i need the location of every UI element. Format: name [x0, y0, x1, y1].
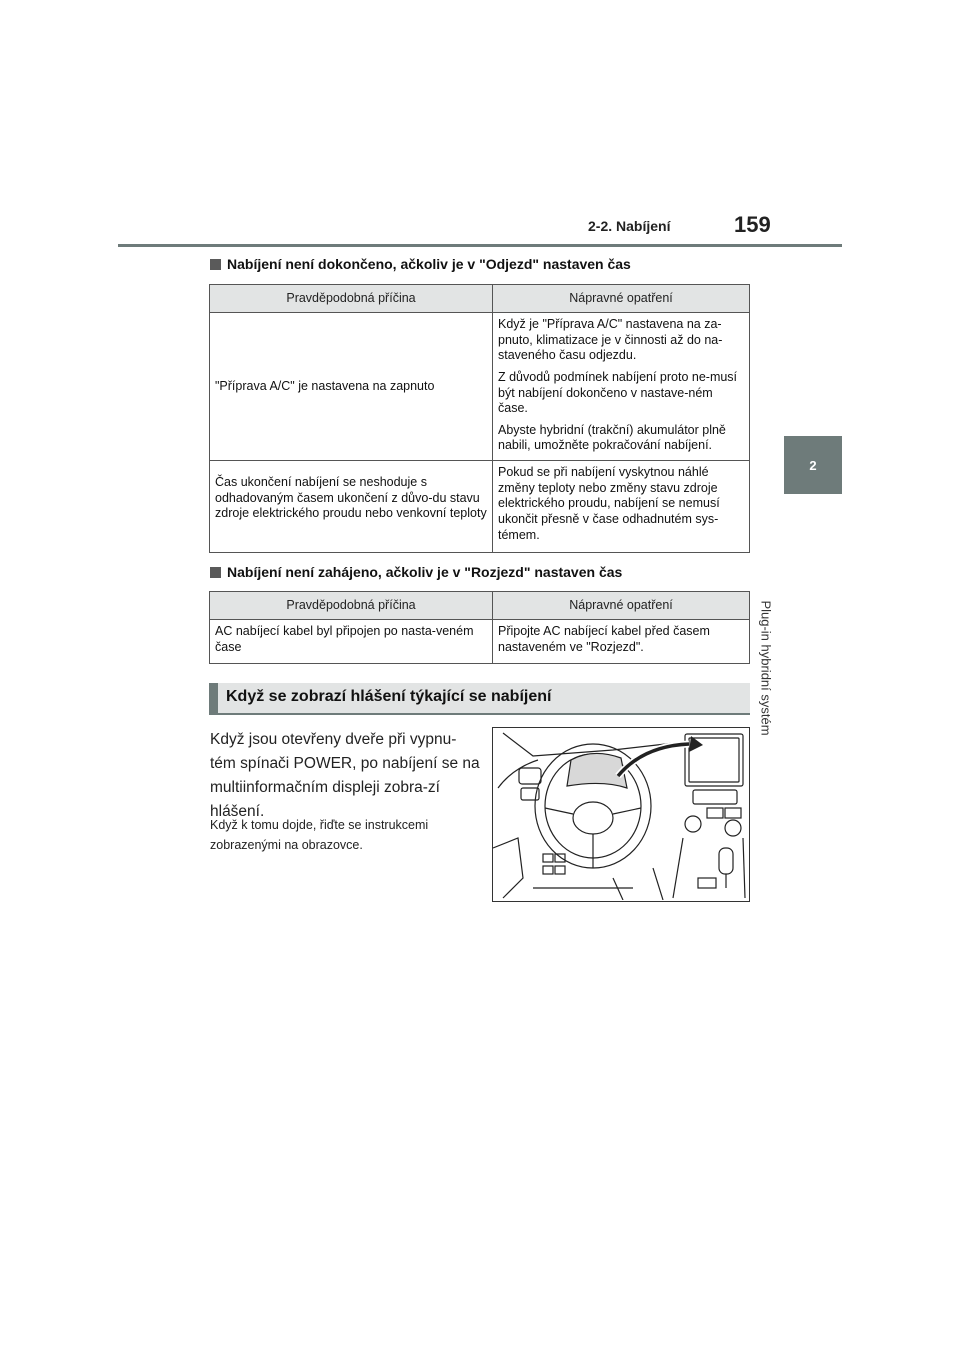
cause-cell: Čas ukončení nabíjení se neshoduje s odhadovaným časem ukončení z důvo-du stavu zdroje elektrického proudu nebo venkovní teploty	[210, 461, 493, 553]
remedy-paragraph: Abyste hybridní (trakční) akumulátor plně nabili, umožněte pokračování nabíjení.	[498, 422, 726, 453]
table-row	[210, 313, 750, 461]
chapter-tab	[784, 436, 842, 494]
square-bullet-icon	[210, 567, 221, 578]
section1-heading-text: Nabíjení není dokončeno, ačkoliv je v "Odjezd" nastaven čas	[227, 256, 631, 272]
remedy-paragraph: Připojte AC nabíjecí kabel před časem nastaveném ve "Rozjezd".	[498, 624, 710, 654]
remedy-paragraph: Když je "Příprava A/C" nastavena na za-pnuto, klimatizace je v činnosti až do na-staveného času odjezdu.	[498, 317, 723, 363]
remedy-cell	[493, 620, 750, 664]
column-header-cause: Pravděpodobná příčina	[210, 285, 493, 313]
section2-table	[209, 591, 750, 664]
section2-heading-text: Nabíjení není zahájeno, ačkoliv je v "Rozjezd" nastaven čas	[227, 564, 623, 580]
remedy-cell	[493, 313, 750, 461]
header-rule	[118, 244, 842, 247]
message-body-text: Když jsou otevřeny dveře při vypnu-tém spínači POWER, po nabíjení se na multiinformačním displeji zobra-zí hlášení.	[210, 731, 480, 820]
message-section-title: Když se zobrazí hlášení týkající se nabíjení	[226, 688, 552, 705]
column-header-remedy: Nápravné opatření	[493, 285, 750, 313]
message-note-text: Když k tomu dojde, řiďte se instrukcemi zobrazenými na obrazovce.	[210, 818, 429, 852]
band-accent-bar	[209, 683, 218, 713]
steering-wheel-dashboard-icon	[493, 728, 748, 900]
chapter-number: 2	[809, 457, 817, 473]
remedy-cell	[493, 461, 750, 553]
column-header-remedy: Nápravné opatření	[493, 592, 750, 620]
cause-cell: AC nabíjecí kabel byl připojen po nasta-veném čase	[210, 620, 493, 664]
table-row	[210, 461, 750, 553]
chapter-label-text: Plug-in hybridní systém	[758, 600, 774, 736]
table-row	[210, 620, 750, 664]
header-section-title: 2-2. Nabíjení	[588, 218, 671, 234]
dashboard-illustration	[492, 727, 750, 902]
section1-table	[209, 284, 750, 553]
remedy-paragraph: Pokud se při nabíjení vyskytnou náhlé změny teploty nebo změny stavu zdroje elektrického proudu, nabíjení se nemusí ukončit přesně v čase odhadnutém sys-témem.	[498, 465, 720, 542]
cause-cell: "Příprava A/C" je nastavena na zapnuto	[210, 313, 493, 461]
square-bullet-icon	[210, 259, 221, 270]
page-number: 159	[734, 212, 771, 237]
section1-heading	[210, 256, 631, 272]
message-section-band	[209, 683, 750, 715]
remedy-paragraph: Z důvodů podmínek nabíjení proto ne-musí být nabíjení dokončeno v nastave-ném čase.	[498, 369, 738, 416]
column-header-cause: Pravděpodobná příčina	[210, 592, 493, 620]
section2-heading	[210, 564, 622, 580]
